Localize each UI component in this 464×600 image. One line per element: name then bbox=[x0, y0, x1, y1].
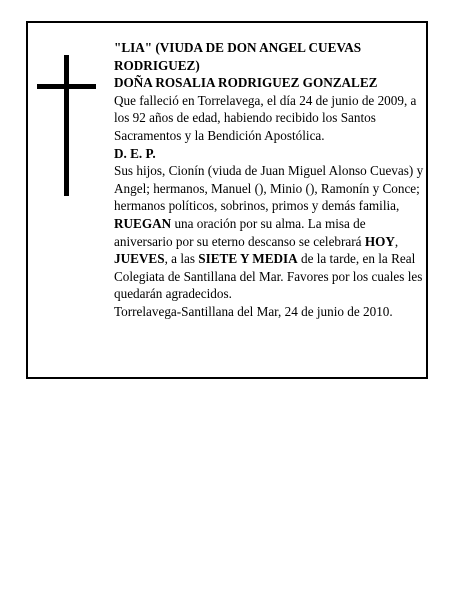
ruegan-word: RUEGAN bbox=[114, 215, 172, 231]
request-text-3: de la tarde, en la Real Colegiata de Santillana del Mar. Favores por los cuales les quedarán agradecidos. bbox=[114, 251, 423, 302]
cross-icon-bar bbox=[37, 84, 96, 89]
request-text-2: , a las bbox=[164, 251, 199, 267]
cross-icon bbox=[64, 55, 69, 196]
death-info: Que falleció en Torrelavega, el día 24 de junio de 2009, a los 92 años de edad, habiendo recibido los Santos Sacramentos y la Bendición Apostólica. bbox=[114, 92, 417, 143]
notice-text bbox=[114, 39, 424, 321]
mass-hour: SIETE Y MEDIA bbox=[198, 251, 298, 267]
request-paragraph bbox=[114, 215, 424, 303]
dep-line: D. E. P. bbox=[114, 145, 156, 161]
hoy-word: HOY bbox=[364, 233, 395, 249]
request-comma: , bbox=[394, 233, 399, 249]
deceased-name: DOÑA ROSALIA RODRIGUEZ GONZALEZ bbox=[114, 75, 378, 91]
nickname-line: "LIA" (VIUDA DE DON ANGEL CUEVAS RODRIGUEZ) bbox=[114, 40, 362, 73]
family-list: Sus hijos, Cionín (viuda de Juan Miguel Alonso Cuevas) y Angel; hermanos, Manuel (), Minio (), Ramonín y Conce; hermanos políticos, sobrinos, primos y demás familia, bbox=[114, 163, 424, 214]
place-date: Torrelavega-Santillana del Mar, 24 de junio de 2010. bbox=[114, 303, 393, 319]
jueves-word: JUEVES bbox=[114, 251, 165, 267]
request-text-1: una oración por su alma. La misa de aniversario por su eterno descanso se celebrará bbox=[114, 215, 366, 249]
